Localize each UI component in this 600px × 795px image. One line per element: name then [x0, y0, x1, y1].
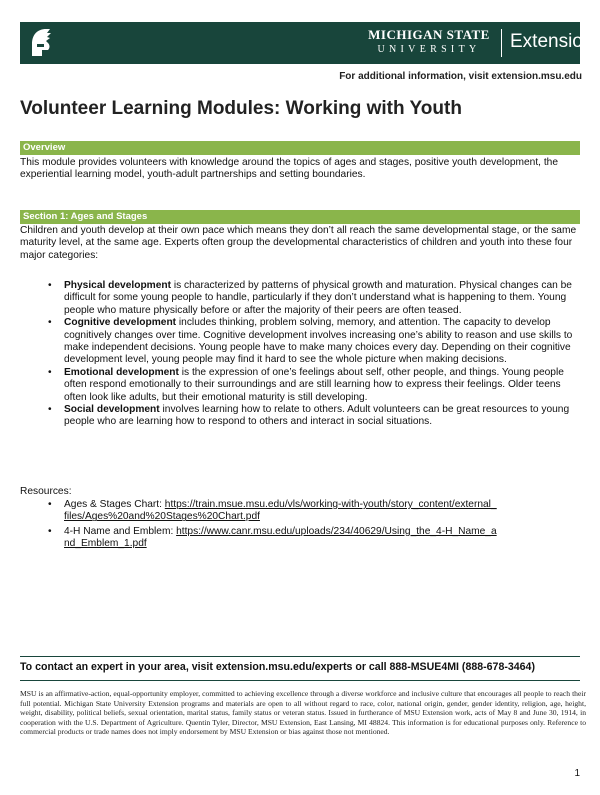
list-item [48, 317, 582, 367]
bullet-icon: • [48, 317, 52, 329]
resource-label: 4-H Name and Emblem: [64, 525, 177, 537]
bullet-term: Cognitive development [64, 317, 177, 329]
list-item [48, 367, 582, 404]
bullet-text: is the expression of one’s feelings about self, other people, and things. Young people often respond emotionally to their surroundings and are still learning how to express their feelings. Older teens often look like adults, but their emotional maturity is still developing. [64, 366, 564, 403]
footer-rule-bottom [20, 680, 580, 681]
page-title: Volunteer Learning Modules: Working with Youth [20, 98, 462, 119]
spartan-helmet-icon [28, 26, 54, 60]
bullet-icon: • [48, 525, 52, 537]
extension-wordmark: Extension [510, 31, 594, 52]
development-categories-list [48, 280, 582, 429]
contact-line: To contact an expert in your area, visit extension.msu.edu/experts or call 888-MSUE4MI (888-678-3464) [20, 661, 535, 673]
page-number: 1 [574, 768, 580, 779]
university-name-line2: UNIVERSITY [377, 44, 481, 55]
bullet-term: Emotional development [64, 366, 179, 378]
section1-intro: Children and youth develop at their own pace which means they don’t all reach the same developmental stage, or the same maturity level, at the same age. Experts often group the developmental characteristics of children and youth into these four major categories: [20, 225, 577, 261]
bullet-text: involves learning how to relate to others. Adult volunteers can be great resources to young people who are learning how to respond to others and interact in social situations. [64, 404, 570, 428]
name-emblem-link[interactable]: https://www.canr.msu.edu/uploads/234/40629/Using_the_4-H_Name_and_Emblem_1.pdf [64, 525, 497, 550]
bullet-text: includes thinking, problem solving, memory, and attention. The capacity to develop cognitively changes over time. Cognitive development involves increasing one’s ability to reason and use skills to make independent decisions. Young people have to make many choices every day. Depending on their cognitive development level, young people may find it hard to see the whole picture when making decisions. [64, 317, 573, 366]
overview-heading: Overview [20, 141, 580, 155]
ages-stages-chart-link[interactable]: https://train.msue.msu.edu/vls/working-with-youth/story_content/external_files/Ages%20and%20Stages%20Chart.pdf [64, 499, 497, 523]
list-item [48, 499, 498, 524]
footer-rule-top [20, 656, 580, 657]
list-item [48, 404, 582, 429]
bullet-term: Social development [64, 404, 160, 416]
legal-disclaimer: MSU is an affirmative-action, equal-opportunity employer, committed to achieving excellence through a diverse workforce and inclusive culture that encourages all people to reach their full potential. Michigan State University Extension programs and materials are open to all without regard to race, color, national origin, gender, gender identity, religion, age, height, weight, disability, political beliefs, sexual orientation, marital status, family status or veteran status. Issued in furtherance of MSU Extension work, acts of May 8 and June 30, 1914, in cooperation with the U.S. Department of Agriculture. Quentin Tyler, Director, MSU Extension, East Lansing, MI 48824. This information is for educational purposes only. Reference to commercial products or trade names does not imply endorsement by MSU Extension or bias against those not mentioned. [20, 689, 586, 736]
bullet-term: Physical development [64, 280, 172, 291]
overview-text: This module provides volunteers with knowledge around the topics of ages and stages, positive youth development, the experiential learning model, youth-adult partnerships and setting boundaries. [20, 157, 558, 181]
list-item [48, 526, 498, 551]
university-wordmark [364, 28, 494, 57]
list-item [48, 280, 582, 317]
header-divider [501, 29, 502, 57]
bullet-text: is characterized by patterns of physical growth and maturation. Physical changes can be difficult for some young people to handle, particularly if they don’t understand what is happening to them. Young people who mature physically before or after the majority of their peers are often teased. [64, 280, 572, 316]
bullet-icon: • [48, 499, 52, 510]
bullet-icon: • [48, 404, 52, 416]
msu-extension-banner [20, 22, 594, 64]
resources-label: Resources: [20, 486, 72, 497]
tagline: For additional information, visit extension.msu.edu [339, 71, 582, 82]
university-name-line1: MICHIGAN STATE [368, 27, 490, 42]
resources-list [48, 499, 498, 553]
bullet-icon: • [48, 280, 52, 291]
bullet-icon: • [48, 366, 52, 378]
section1-heading: Section 1: Ages and Stages [20, 210, 580, 224]
resource-label: Ages & Stages Chart: [64, 499, 165, 510]
